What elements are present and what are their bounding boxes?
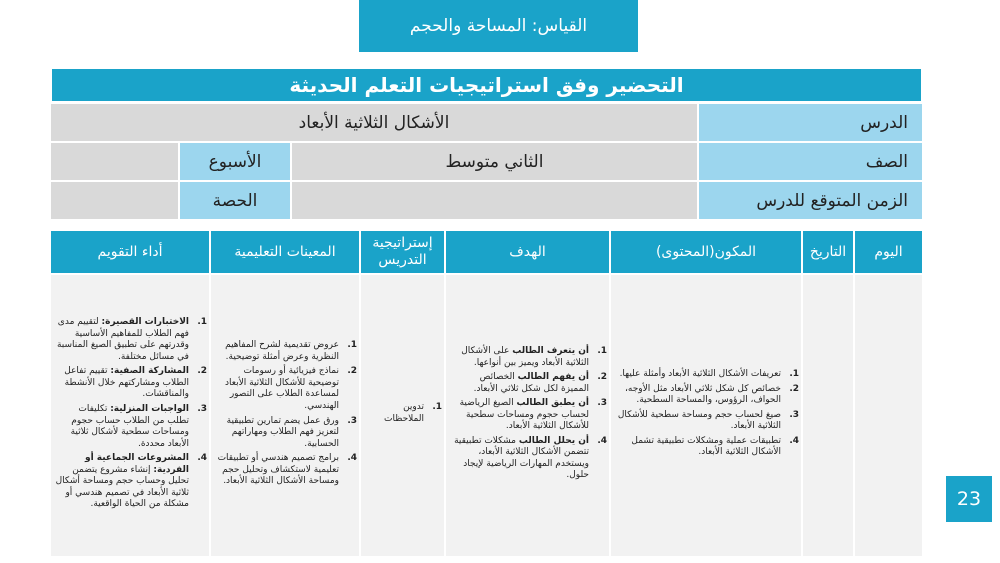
item-text: تعريفات الأشكال الثلاثية الأبعاد وأمثلة عليها. <box>619 369 781 380</box>
item-number: 1. <box>789 369 799 380</box>
header-day: اليوم <box>855 231 922 273</box>
duration-row <box>51 182 922 219</box>
lesson-label: الدرس <box>699 104 922 141</box>
item-text: نماذج فيزيائية أو رسومات توضيحية للأشكال الثلاثية الأبعاد لمساعدة الطلاب على التصور الهندسي. <box>225 366 339 411</box>
assessment-item <box>55 317 207 363</box>
item-bold-lead: الاختبارات القصيرة: <box>101 317 189 328</box>
item-number: 1. <box>597 346 607 357</box>
cell-date <box>803 275 853 556</box>
item-text: الصيغ الرياضية لحساب حجوم ومساحات سطحية للأشكال الثلاثية الأبعاد. <box>459 398 589 432</box>
content-item <box>615 435 799 459</box>
item-number: 3. <box>347 415 357 426</box>
item-number: 2. <box>789 383 799 394</box>
item-text: على الأشكال الثلاثية الأبعاد ويميز بين أنواعها. <box>461 346 589 368</box>
page-number: 23 <box>946 476 992 522</box>
cell-strategy <box>361 275 444 556</box>
item-number: 1. <box>347 340 357 351</box>
objective-item <box>450 372 607 395</box>
header-objective: الهدف <box>446 231 609 273</box>
item-bold-lead: الواجبات المنزلية: <box>110 403 189 414</box>
item-text: عروض تقديمية لشرح المفاهيم النظرية وعرض أمثلة توضيحية. <box>225 340 339 362</box>
item-bold-lead: أن يحلل الطالب <box>518 435 589 446</box>
item-bold-lead: أن يتعرف الطالب <box>512 346 589 357</box>
item-number: 4. <box>789 435 799 446</box>
content-item <box>615 369 799 381</box>
content-item <box>615 383 799 407</box>
cell-content <box>611 275 801 556</box>
item-bold-lead: المشروعات الجماعية أو الفردية: <box>84 453 189 475</box>
content-item <box>615 409 799 433</box>
item-number: 2. <box>197 366 207 377</box>
objective-item <box>450 346 607 369</box>
period-value <box>51 182 178 219</box>
item-number: 1. <box>432 402 442 413</box>
week-value <box>51 143 178 180</box>
lesson-plan-table <box>51 231 922 556</box>
item-number: 1. <box>197 317 207 328</box>
item-number: 3. <box>197 403 207 414</box>
lesson-row <box>51 104 922 141</box>
header-date: التاريخ <box>803 231 853 273</box>
item-text: خصائص كل شكل ثلاثي الأبعاد مثل الأوجه، الحواف، الرؤوس، والمساحة السطحية. <box>625 383 781 406</box>
slide-title: القياس: المساحة والحجم <box>359 0 638 52</box>
period-label: الحصة <box>180 182 290 219</box>
item-number: 3. <box>789 409 799 420</box>
duration-label: الزمن المتوقع للدرس <box>699 182 922 219</box>
grade-value: الثاني متوسط <box>292 143 697 180</box>
item-number: 4. <box>347 453 357 464</box>
item-number: 4. <box>597 435 607 446</box>
item-text: مشكلات تطبيقية تتضمن الأشكال الثلاثية الأبعاد، ويستخدم المهارات الرياضية لإيجاد حلول. <box>454 435 589 481</box>
item-bold-lead: أن يفهم الطالب <box>517 372 589 383</box>
assessment-item <box>55 366 207 401</box>
week-label: الأسبوع <box>180 143 290 180</box>
item-text: صيغ لحساب حجم ومساحة سطحية للأشكال الثلاثية الأبعاد. <box>617 409 781 432</box>
aids-item <box>215 366 357 412</box>
item-text: لتقييم مدى فهم الطلاب للمفاهيم الأساسية وقدرتهم على تطبيق الصيغ المناسبة في مسائل مختلفة. <box>56 317 189 362</box>
header-content: المكون(المحتوى) <box>611 231 801 273</box>
item-text: ورق عمل يضم تمارين تطبيقية لتعزيز فهم الطلاب ومهاراتهم الحسابية. <box>226 415 339 449</box>
cell-assessment <box>51 275 209 556</box>
item-bold-lead: المشاركة الصفية: <box>110 366 189 377</box>
lesson-value: الأشكال الثلاثية الأبعاد <box>51 104 697 141</box>
item-bold-lead: أن يطبق الطالب <box>516 398 589 409</box>
objective-item <box>450 435 607 482</box>
lesson-header-table <box>51 68 922 219</box>
item-text: تقييم تفاعل الطلاب ومشاركتهم خلال الأنشطة والمناقشات. <box>64 366 189 400</box>
grade-row <box>51 143 922 180</box>
aids-item <box>215 453 357 488</box>
item-number: 2. <box>347 366 357 377</box>
item-text: تطبيقات عملية ومشكلات تطبيقية تشمل الأشكال الثلاثية الأبعاد. <box>631 435 781 458</box>
header-aids: المعينات التعليمية <box>211 231 359 273</box>
header-assessment: أداء التقويم <box>51 231 209 273</box>
item-text: برامج تصميم هندسي أو تطبيقات تعليمية لاستكشاف وتحليل حجم ومساحة الأشكال الثلاثية الأبعاد. <box>217 453 339 487</box>
aids-item <box>215 415 357 451</box>
assessment-item <box>55 403 207 450</box>
item-text: الخصائص المميزة لكل شكل ثلاثي الأبعاد. <box>473 372 589 394</box>
item-number: 3. <box>597 398 607 409</box>
item-text: تدوين الملاحظات <box>384 402 424 424</box>
item-text: إنشاء مشروع يتضمن تحليل وحساب حجم ومساحة أشكال ثلاثية الأبعاد في تصميم هندسي أو مشكلة من الحياة الواقعية. <box>55 464 189 510</box>
cell-objective <box>446 275 609 556</box>
header-banner: التحضير وفق استراتيجيات التعلم الحديثة <box>51 68 922 102</box>
strategy-item <box>365 402 442 425</box>
grade-label: الصف <box>699 143 922 180</box>
cell-aids <box>211 275 359 556</box>
item-text: تكليفات تطلب من الطلاب حساب حجوم ومساحات سطحية لأشكال ثلاثية الأبعاد محددة. <box>70 403 189 449</box>
header-strategy: إستراتيجية التدريس <box>361 231 444 273</box>
aids-item <box>215 340 357 363</box>
cell-day <box>855 275 922 556</box>
objective-item <box>450 398 607 433</box>
item-number: 2. <box>597 372 607 383</box>
item-number: 4. <box>197 453 207 464</box>
duration-value <box>292 182 697 219</box>
assessment-item <box>55 453 207 511</box>
